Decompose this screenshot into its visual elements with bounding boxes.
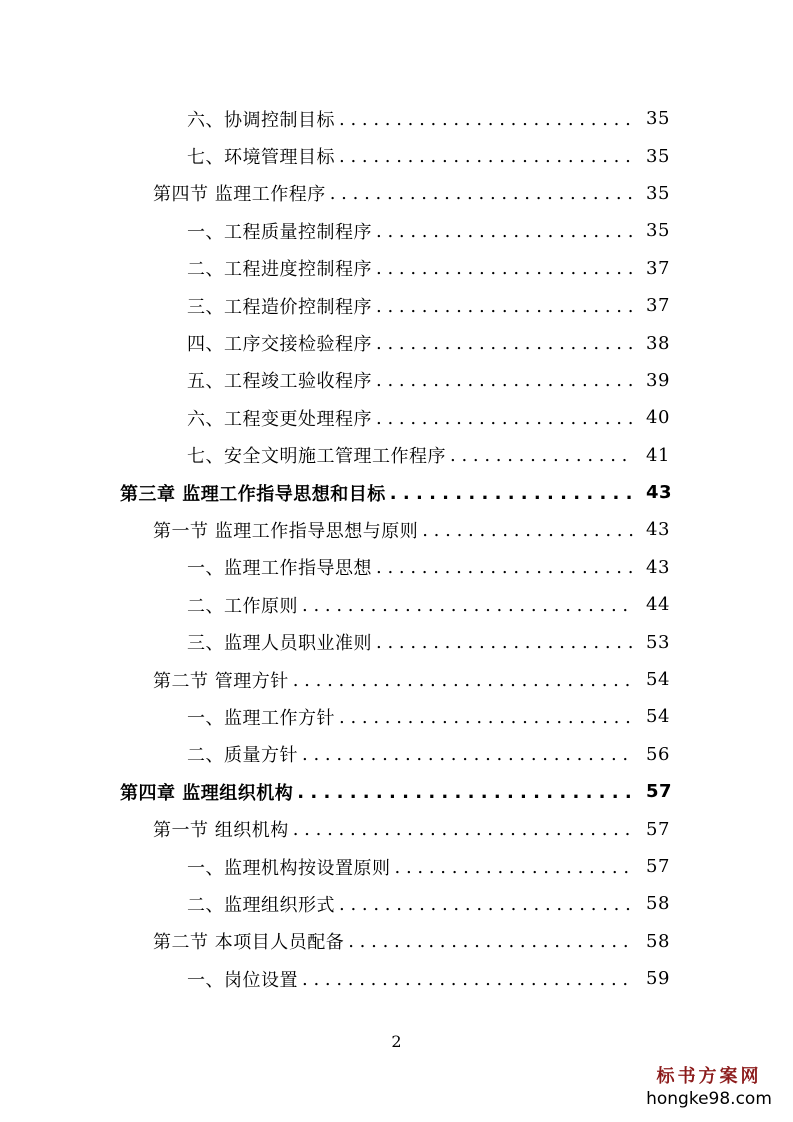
toc-entry-page: 57 xyxy=(646,856,670,877)
toc-entry-page: 58 xyxy=(646,930,670,952)
toc-entry-title: 二、监理组织形式 xyxy=(187,894,335,916)
toc-entry[interactable] xyxy=(0,586,793,623)
toc-entry[interactable] xyxy=(0,324,793,361)
toc-entry-page: 53 xyxy=(646,631,670,653)
toc-entry[interactable] xyxy=(0,250,793,287)
toc-entry-title: 六、工程变更处理程序 xyxy=(187,408,372,430)
toc-entry-page: 54 xyxy=(646,706,670,728)
toc-entry-page: 35 xyxy=(646,145,670,167)
toc-leader-dots xyxy=(395,859,635,877)
toc-leader-dots xyxy=(390,485,634,503)
toc-leader-dots xyxy=(330,185,634,203)
toc-entry[interactable] xyxy=(0,923,793,960)
toc-entry-page: 58 xyxy=(646,893,670,915)
toc-leader-dots xyxy=(293,821,634,839)
toc-leader-dots xyxy=(297,784,634,802)
toc-entry-title: 二、工作原则 xyxy=(187,595,298,617)
toc-leader-dots xyxy=(339,148,634,166)
toc-entry[interactable] xyxy=(0,848,793,885)
toc-entry-page: 41 xyxy=(646,444,670,466)
toc-entry-title: 三、监理人员职业准则 xyxy=(187,633,372,655)
toc-entry[interactable] xyxy=(0,511,793,548)
toc-leader-dots xyxy=(348,933,634,951)
toc-leader-dots xyxy=(376,260,634,278)
toc-leader-dots xyxy=(339,709,634,727)
toc-entry[interactable] xyxy=(0,437,793,474)
toc-leader-dots xyxy=(376,298,634,316)
toc-entry-page: 43 xyxy=(646,519,670,541)
toc-entry-page: 40 xyxy=(646,407,670,429)
toc-entry[interactable] xyxy=(0,960,793,997)
toc-entry-title: 一、岗位设置 xyxy=(187,969,298,991)
toc-entry-title: 一、工程质量控制程序 xyxy=(187,221,372,243)
toc-leader-dots xyxy=(302,971,634,989)
toc-entry-page: 57 xyxy=(646,781,673,803)
toc-entry-page: 57 xyxy=(646,818,670,840)
toc-entry[interactable] xyxy=(0,773,793,810)
toc-entry[interactable] xyxy=(0,549,793,586)
toc-leader-dots xyxy=(293,672,634,690)
toc-leader-dots xyxy=(302,746,634,764)
watermark-logo xyxy=(639,1066,779,1110)
toc-entry-title: 三、工程造价控制程序 xyxy=(187,296,372,318)
toc-entry-title: 第一节 监理工作指导思想与原则 xyxy=(153,520,419,542)
toc-entry[interactable] xyxy=(0,100,793,137)
toc-leader-dots xyxy=(376,372,634,390)
toc-entry-title: 四、工序交接检验程序 xyxy=(187,334,372,356)
toc-entry-title: 七、安全文明施工管理工作程序 xyxy=(187,446,446,468)
toc-entry[interactable] xyxy=(0,137,793,174)
toc-leader-dots xyxy=(422,522,634,540)
toc-entry-title: 一、监理工作指导思想 xyxy=(187,558,372,580)
table-of-contents xyxy=(0,100,793,997)
toc-entry[interactable] xyxy=(0,661,793,698)
watermark-url: hongke98.com xyxy=(646,1089,772,1109)
toc-entry-page: 37 xyxy=(646,295,670,317)
toc-entry-page: 56 xyxy=(646,743,670,765)
toc-entry-page: 54 xyxy=(646,669,670,691)
toc-entry[interactable] xyxy=(0,287,793,324)
page-number: 2 xyxy=(391,1032,402,1051)
toc-entry-title: 七、环境管理目标 xyxy=(187,147,335,169)
toc-entry-title: 第二节 本项目人员配备 xyxy=(153,932,345,954)
toc-entry-page: 39 xyxy=(646,369,670,391)
toc-entry-title: 六、协调控制目标 xyxy=(187,109,335,131)
toc-entry-page: 43 xyxy=(646,482,673,504)
toc-entry[interactable] xyxy=(0,698,793,735)
toc-entry[interactable] xyxy=(0,810,793,847)
toc-entry[interactable] xyxy=(0,885,793,922)
toc-entry-title: 第二节 管理方针 xyxy=(153,670,289,692)
toc-entry-title: 第三章 监理工作指导思想和目标 xyxy=(120,483,386,505)
toc-leader-dots xyxy=(339,896,634,914)
toc-entry-title: 二、工程进度控制程序 xyxy=(187,259,372,281)
toc-entry-title: 第一节 组织机构 xyxy=(153,820,289,842)
toc-leader-dots xyxy=(450,447,634,465)
toc-leader-dots xyxy=(376,223,634,241)
toc-leader-dots xyxy=(339,111,634,129)
toc-entry-title: 第四节 监理工作程序 xyxy=(153,184,326,206)
toc-leader-dots xyxy=(302,597,634,615)
toc-entry-page: 37 xyxy=(646,257,670,279)
toc-entry-page: 35 xyxy=(646,182,670,204)
toc-leader-dots xyxy=(376,410,634,428)
toc-entry-page: 43 xyxy=(646,556,670,578)
toc-entry-page: 59 xyxy=(646,968,670,990)
toc-entry-page: 35 xyxy=(646,220,670,242)
toc-entry[interactable] xyxy=(0,623,793,660)
toc-entry[interactable] xyxy=(0,212,793,249)
toc-leader-dots xyxy=(376,559,634,577)
toc-entry-title: 第四章 监理组织机构 xyxy=(120,782,294,804)
toc-entry[interactable] xyxy=(0,399,793,436)
toc-leader-dots xyxy=(376,634,634,652)
watermark-name: 标书方案网 xyxy=(656,1066,762,1087)
toc-entry[interactable] xyxy=(0,736,793,773)
toc-entry-page: 38 xyxy=(646,332,670,354)
toc-entry-title: 二、质量方针 xyxy=(187,745,298,767)
toc-entry[interactable] xyxy=(0,362,793,399)
toc-entry-title: 五、工程竣工验收程序 xyxy=(187,371,372,393)
toc-entry[interactable] xyxy=(0,474,793,511)
toc-entry-page: 35 xyxy=(646,108,670,130)
toc-entry[interactable] xyxy=(0,175,793,212)
toc-entry-page: 44 xyxy=(646,594,670,616)
toc-entry-title: 一、监理机构按设置原则 xyxy=(187,857,391,879)
toc-entry-title: 一、监理工作方针 xyxy=(187,707,335,729)
toc-leader-dots xyxy=(376,335,634,353)
